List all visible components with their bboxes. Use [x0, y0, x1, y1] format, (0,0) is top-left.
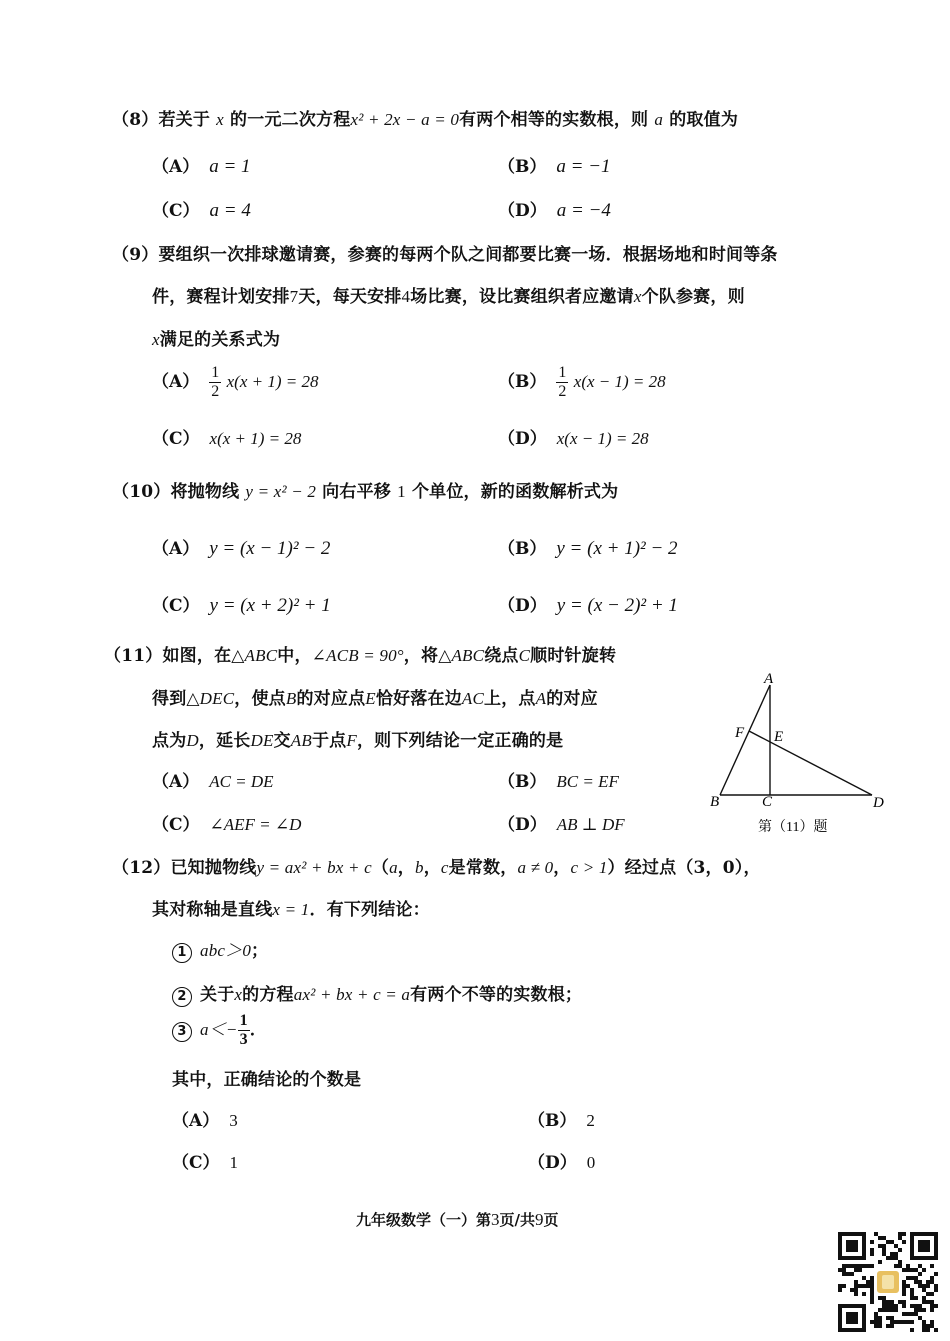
- q9-stem-line2: 件，赛程计划安排7天，每天安排4场比赛，设比赛组织者应邀请x个队参赛，则: [152, 287, 745, 307]
- q10-number: （10）: [112, 482, 171, 502]
- label-f: F: [735, 725, 745, 741]
- figure-caption: 第（11）题: [758, 820, 828, 835]
- circled-number-1: 1: [172, 943, 192, 963]
- q8-option-a[interactable]: （A） a = 1: [152, 156, 251, 177]
- q11-option-d[interactable]: （D） AB ⊥ DF: [498, 815, 625, 835]
- q9-stem-line1: （9）要组织一次排球邀请赛，参赛的每两个队之间都要比赛一场．根据场地和时间等条: [112, 245, 778, 265]
- qr-code-icon: [836, 1230, 940, 1334]
- fraction: $\frac{1}{3}$: [239, 1012, 248, 1048]
- q12-conclusion-2: 2 关于x的方程ax² + bx + c = a有两个不等的实数根；: [172, 980, 582, 1007]
- q12-option-b[interactable]: （B） 2: [528, 1111, 595, 1131]
- page-footer: 九年级数学（一）第3页/共9页: [356, 1210, 559, 1229]
- q12-number: （12）: [112, 858, 171, 878]
- circled-number-2: 2: [172, 987, 192, 1007]
- q11-option-a[interactable]: （A） AC = DE: [152, 772, 274, 792]
- q9-number: （9）: [112, 245, 159, 265]
- q8-option-b[interactable]: （B） a = −1: [498, 156, 611, 177]
- q10-stem: （10）将抛物线 y = x² − 2 向右平移 1 个单位，新的函数解析式为: [112, 482, 619, 502]
- q9-stem-line3: x满足的关系式为: [152, 330, 281, 350]
- circled-number-3: 3: [172, 1022, 192, 1042]
- q10-option-a[interactable]: （A） y = (x − 1)² − 2: [152, 538, 331, 559]
- q12-stem-line2: 其对称轴是直线x = 1．有下列结论：: [152, 900, 430, 920]
- q12-stem-line1: （12）已知抛物线y = ax² + bx + c（a，b，c是常数，a ≠ 0，c > 1）经过点（3，0），: [112, 858, 761, 878]
- label-e: E: [774, 729, 784, 745]
- q12-conclusion-1: 1 abc＞0；: [172, 936, 268, 963]
- q10-option-c[interactable]: （C） y = (x + 2)² + 1: [152, 595, 331, 616]
- q12-summary: 其中，正确结论的个数是: [172, 1070, 362, 1090]
- q12-conclusion-3: 3 a＜− $\frac{1}{3}$ ．: [172, 1012, 267, 1049]
- q8-equation: x² + 2x − a = 0: [350, 110, 460, 129]
- q10-option-b[interactable]: （B） y = (x + 1)² − 2: [498, 538, 678, 559]
- q10-option-d[interactable]: （D） y = (x − 2)² + 1: [498, 595, 678, 616]
- label-b: B: [710, 794, 720, 810]
- q12-option-d[interactable]: （D） 0: [528, 1153, 596, 1173]
- q11-number: （11）: [104, 646, 163, 666]
- q11-stem-line2: 得到△DEC，使点B的对应点E恰好落在边AC上，点A的对应: [152, 689, 598, 709]
- segment-ab: [720, 685, 770, 795]
- q11-stem-line3: 点为D，延长DE交AB于点F，则下列结论一定正确的是: [152, 731, 564, 751]
- q8-option-c[interactable]: （C） a = 4: [152, 200, 251, 221]
- q11-figure: [700, 665, 900, 840]
- q11-option-b[interactable]: （B） BC = EF: [498, 772, 619, 792]
- q11-option-c[interactable]: （C） ∠AEF = ∠D: [152, 815, 302, 835]
- segment-fd: [749, 731, 872, 795]
- q8-stem: （8）若关于 x 的一元二次方程x² + 2x − a = 0有两个相等的实数根，则 a 的取值为: [112, 110, 739, 130]
- q9-option-a[interactable]: （A） $\frac{1}{2}$ x(x + 1) = 28: [152, 364, 319, 400]
- label-c: C: [762, 794, 773, 810]
- label-a: A: [764, 671, 774, 687]
- label-d: D: [873, 795, 884, 811]
- q8-number: （8）: [112, 110, 159, 130]
- q12-option-c[interactable]: （C） 1: [172, 1153, 239, 1173]
- q9-option-d[interactable]: （D） x(x − 1) = 28: [498, 429, 649, 449]
- q12-option-a[interactable]: （A） 3: [172, 1111, 238, 1131]
- q8-option-d[interactable]: （D） a = −4: [498, 200, 611, 221]
- fraction: $\frac{1}{2}$: [558, 364, 567, 400]
- q10-equation: y = x² − 2: [245, 482, 317, 501]
- q9-option-c[interactable]: （C） x(x + 1) = 28: [152, 429, 302, 449]
- q9-option-b[interactable]: （B） $\frac{1}{2}$ x(x − 1) = 28: [498, 364, 666, 400]
- fraction: $\frac{1}{2}$: [211, 364, 220, 400]
- q11-stem-line1: （11）如图，在△ABC中，∠ACB = 90°，将△ABC绕点C顺时针旋转: [104, 646, 617, 666]
